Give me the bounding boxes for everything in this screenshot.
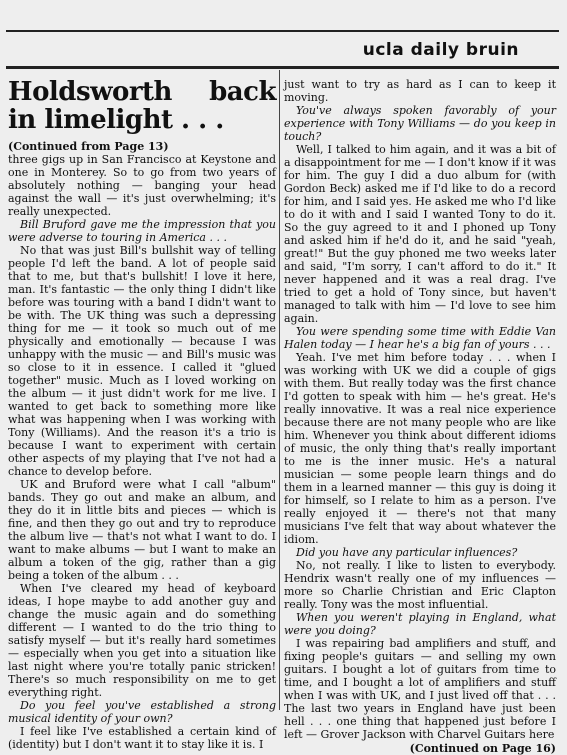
column-divider [279, 70, 280, 710]
interview-question: Do you feel you've established a strong musical identity of your own? [8, 699, 276, 725]
interview-answer: UK and Bruford were what I call "album" bands. They go out and make an album, and they do it in little bits and pieces — which is fine, and then they go out and try to reproduce the album live — that's not what I want to do. I want to make albums — but I want to make an album a token of the gig, rather than a gig being a token of the album . . . [8, 478, 276, 582]
interview-question: You were spending some time with Eddie Van Halen today — I hear he's a big fan of yours . . . [284, 325, 556, 351]
interview-question: When you weren't playing in England, what were you doing? [284, 611, 556, 637]
interview-answer: three gigs up in San Francisco at Keystone and one in Monterey. So to go from two years of absolutely nothing — banging your head against the wall — it's just overwhelming; it's really unexpected. [8, 153, 276, 218]
interview-question: Bill Bruford gave me the impression that you were adverse to touring in America . . . [8, 218, 276, 244]
continued-on-note: (Continued on Page 16) [409, 742, 556, 755]
article-column-left [8, 76, 276, 751]
interview-answer: No, not really. I like to listen to everybody. Hendrix wasn't really one of my influences — more so Charlie Christian and Eric Clapton really. Tony was the most influential. [284, 559, 556, 611]
interview-answer: Well, I talked to him again, and it was a bit of a disappointment for me — I don't know if it was for him. The guy I did a duo album for (with Gordon Beck) asked me if I'd like to do a record for him, and I said yes. He asked me who I'd like to do it with and I said I wanted Tony to do it. So the guy agreed to it and I phoned up Tony and asked him if he'd do it, and he said "yeah, great!" But the guy phoned me two weeks later and said, "I'm sorry, I can't afford to do it." It never happened and it was a real drag. I've tried to get a hold of Tony since, but haven't managed to talk with him — I'd love to see him again. [284, 143, 556, 325]
interview-answer: Yeah. I've met him before today . . . when I was working with UK we did a couple of gigs with them. But really today was the first chance I'd gotten to speak with him — he's great. He's really innovative. It was a real nice experience because there are not many people who are like him. Whenever you think about different idioms of music, the only thing that's really important to me is the inner music. He's a natural musician — some people learn things and do them in a learned manner — this guy is doing it for himself, so I relate to him as a person. I've really enjoyed it — there's not that many musicians I've felt that way about whatever the idiom. [284, 351, 556, 546]
interview-answer: When I've cleared my head of keyboard ideas, I hope maybe to add another guy and change the music again and do something different — I wanted to do the trio thing to satisfy myself — but it's really hard sometimes — especially when you get into a situation like last night where you're totally panic stricken! There's so much responsibility on me to get everything right. [8, 582, 276, 699]
masthead-title: ucla daily bruin [362, 40, 519, 60]
article-column-right [284, 78, 556, 755]
interview-answer: I feel like I've established a certain kind of (identity) but I don't want it to stay like it is. I [8, 725, 276, 751]
continued-from-note: (Continued from Page 13) [8, 140, 169, 153]
left-column-body [8, 153, 276, 751]
article-headline: Holdsworth back in limelight . . . [8, 77, 276, 135]
right-column-body [284, 78, 556, 741]
interview-answer: No that was just Bill's bullshit way of telling people I'd left the band. A lot of people said that to me, but that's bullshit! I love it here, man. It's fantastic — the only thing I didn't like before was touring with a band I didn't want to be with. The UK thing was such a depressing thing for me — it took so much out of me physically and emotionally — because I was unhappy with the music — and Bill's music was so close to it in essence. I called it "glued together" music. Much as I loved working on the album — it just didn't work for me live. I wanted to get back to something more like what was happening when I was working with Tony (Williams). And the reason it's a trio is because I want to experiment with certain other aspects of my playing that I've not had a chance to develop before. [8, 244, 276, 478]
masthead [6, 30, 559, 69]
interview-question: Did you have any particular influences? [296, 546, 518, 559]
interview-answer: just want to try as hard as I can to keep it moving. [284, 78, 556, 104]
interview-answer: I was repairing bad amplifiers and stuff, and fixing people's guitars — and selling my own guitars. I bought a lot of guitars from time to time, and I bought a lot of amplifiers and stuff when I was with UK, and I just lived off that . . . The last two years in England have just been hell . . . one thing that happened just before I left — Grover Jackson with Charvel Guitars here [284, 637, 556, 741]
interview-question: You've always spoken favorably of your experience with Tony Williams — do you keep in touch? [284, 104, 556, 143]
